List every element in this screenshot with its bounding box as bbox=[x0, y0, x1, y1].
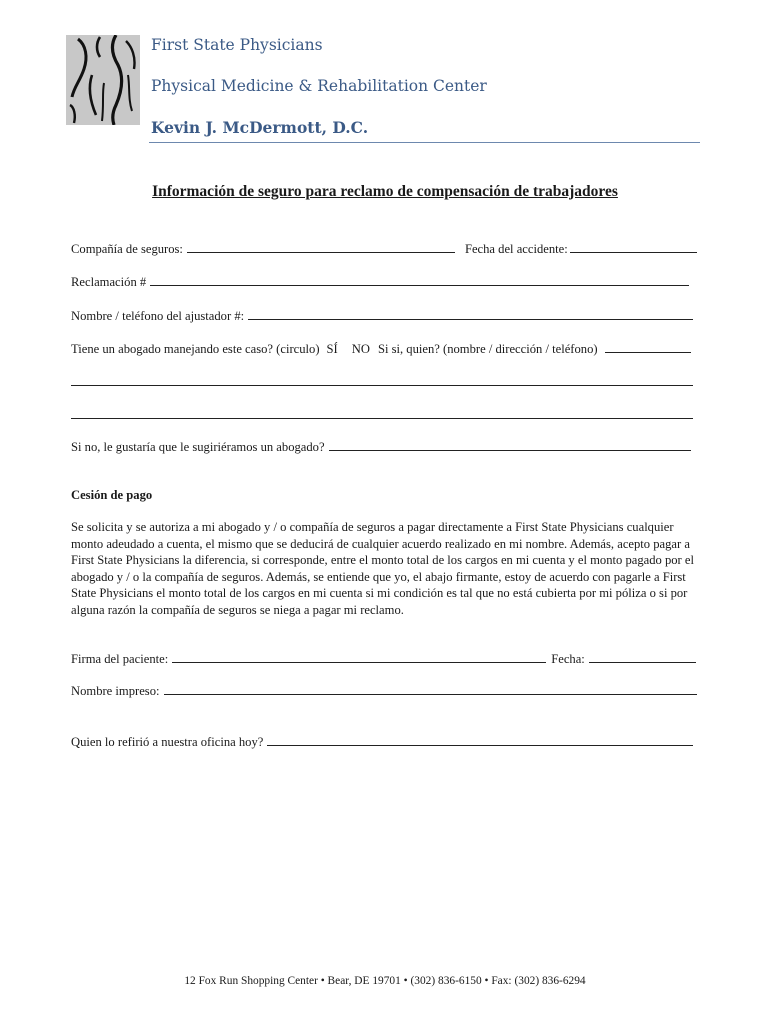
signature-row bbox=[71, 651, 696, 667]
printed-name-row bbox=[71, 683, 697, 699]
printed-name-label: Nombre impreso: bbox=[71, 684, 160, 698]
claim-row bbox=[71, 274, 689, 290]
adjuster-row bbox=[71, 308, 693, 324]
accident-date-field[interactable] bbox=[570, 241, 697, 253]
signature-field[interactable] bbox=[172, 651, 546, 663]
assignment-paragraph: Se solicita y se autoriza a mi abogado y / o compañía de seguros a pagar directamente a First State Physicians cualquier monto adeudado a cuenta, el mismo que se deducirá de cualquier acuerdo realizado en mi nombre. Además, acepto pagar a First State Physicians la diferencia, si corresponde, entre el monto total de los cargos en mi cuenta y el monto pagado por el abogado y / o la compañía de seguros. Además, se entiende que yo, el abajo firmante, estoy de acuerdo con pagarle a First State Physicians el monto total de los cargos en mi cuenta si mi condición es tal que no está cubierta por mi póliza o si por alguna razón la compañía de seguros se niega a pagar mi reclamo. bbox=[71, 520, 694, 617]
suggest-attorney-field[interactable] bbox=[329, 439, 691, 451]
referral-row bbox=[71, 734, 693, 750]
footer-address: 12 Fox Run Shopping Center • Bear, DE 19701 • (302) 836-6150 • Fax: (302) 836-6294 bbox=[184, 975, 586, 987]
assignment-title: Cesión de pago bbox=[71, 488, 153, 502]
insurance-company-label: Compañía de seguros: bbox=[71, 242, 183, 256]
referral-label: Quien lo refirió a nuestra oficina hoy? bbox=[71, 735, 264, 749]
attorney-details-line-2[interactable] bbox=[71, 418, 693, 419]
adjuster-label: Nombre / teléfono del ajustador #: bbox=[71, 309, 245, 323]
attorney-question: Tiene un abogado manejando este caso? (circulo) bbox=[71, 342, 320, 356]
no-option[interactable]: NO bbox=[351, 342, 370, 356]
form-title: Información de seguro para reclamo de compensación de trabajadores bbox=[152, 183, 618, 200]
date-field[interactable] bbox=[589, 651, 696, 663]
attorney-details-line-1[interactable] bbox=[71, 385, 693, 386]
human-figure-logo-icon bbox=[66, 35, 140, 125]
header-divider bbox=[149, 142, 700, 143]
claim-number-field[interactable] bbox=[150, 274, 689, 286]
insurance-row bbox=[71, 241, 697, 257]
printed-name-field[interactable] bbox=[164, 683, 698, 695]
adjuster-field[interactable] bbox=[248, 308, 693, 320]
doctor-name: Kevin J. McDermott, D.C. bbox=[151, 118, 369, 137]
yes-option[interactable]: SÍ bbox=[326, 342, 338, 356]
suggest-attorney-row bbox=[71, 439, 691, 455]
center-name: Physical Medicine & Rehabilitation Center bbox=[151, 77, 487, 95]
insurance-company-field[interactable] bbox=[187, 241, 455, 253]
claim-label: Reclamación # bbox=[71, 275, 147, 289]
practice-name: First State Physicians bbox=[151, 36, 323, 54]
attorney-details-field[interactable] bbox=[605, 341, 691, 353]
date-label: Fecha: bbox=[551, 652, 585, 666]
signature-label: Firma del paciente: bbox=[71, 652, 169, 666]
referral-field[interactable] bbox=[267, 734, 693, 746]
suggest-attorney-question: Si no, le gustaría que le sugiriéramos un abogado? bbox=[71, 440, 325, 454]
attorney-details-label: Si si, quien? (nombre / dirección / teléfono) bbox=[377, 342, 598, 356]
accident-date-label: Fecha del accidente: bbox=[464, 242, 568, 256]
attorney-row bbox=[71, 341, 691, 357]
